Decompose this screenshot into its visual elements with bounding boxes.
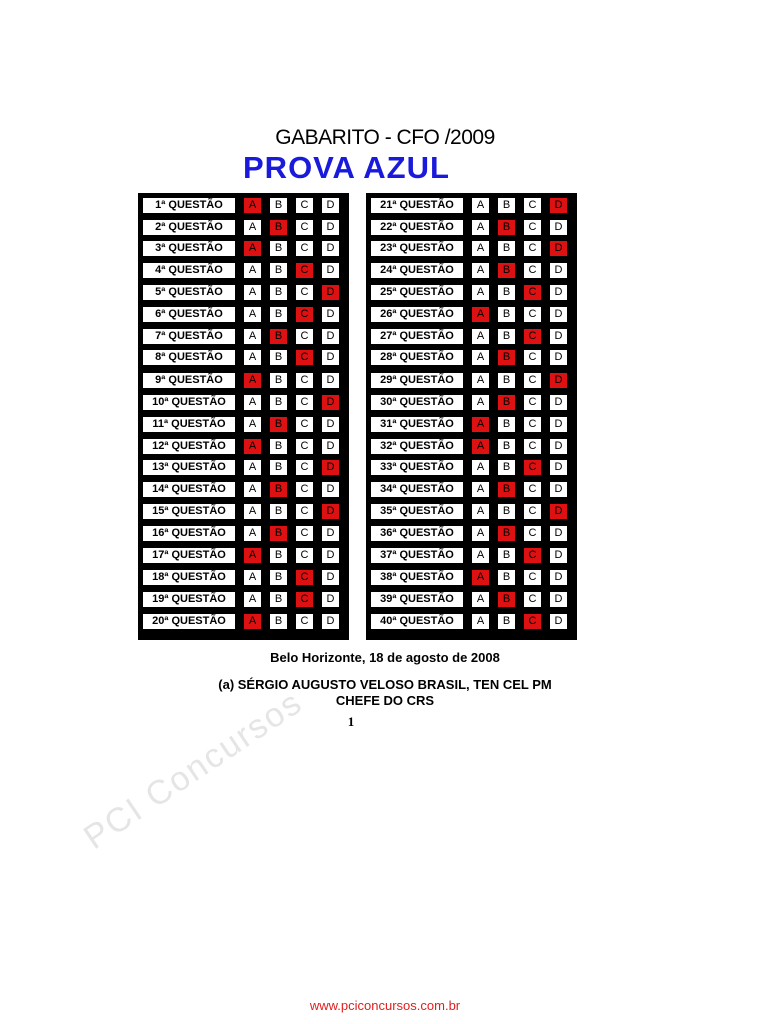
option-a-selected: A: [243, 240, 262, 257]
option-c: C: [295, 547, 314, 564]
question-label: 29ª QUESTÃO: [370, 372, 464, 389]
option-b: B: [269, 591, 288, 608]
option-d: D: [321, 328, 340, 345]
option-a-selected: A: [243, 613, 262, 630]
page-number: 1: [347, 714, 355, 729]
question-label: 8ª QUESTÃO: [142, 349, 236, 366]
question-label: 30ª QUESTÃO: [370, 394, 464, 411]
option-c: C: [295, 459, 314, 476]
option-a: A: [243, 219, 262, 236]
option-a: A: [243, 349, 262, 366]
option-b-selected: B: [269, 525, 288, 542]
question-row: [370, 262, 568, 279]
option-d: D: [321, 481, 340, 498]
question-label: 28ª QUESTÃO: [370, 349, 464, 366]
option-b: B: [497, 459, 516, 476]
option-d: D: [321, 569, 340, 586]
option-c: C: [523, 591, 542, 608]
option-b: B: [497, 438, 516, 455]
option-a-selected: A: [471, 569, 490, 586]
option-d: D: [549, 306, 568, 323]
option-a: A: [471, 459, 490, 476]
question-label: 7ª QUESTÃO: [142, 328, 236, 345]
option-c: C: [295, 416, 314, 433]
option-a-selected: A: [243, 372, 262, 389]
question-label: 15ª QUESTÃO: [142, 503, 236, 520]
option-b: B: [269, 438, 288, 455]
option-b: B: [497, 503, 516, 520]
question-row: [142, 349, 340, 366]
option-d: D: [321, 306, 340, 323]
option-d: D: [549, 569, 568, 586]
answer-column-right: [366, 193, 577, 640]
option-d: D: [549, 284, 568, 301]
option-d: D: [549, 416, 568, 433]
question-row: [370, 306, 568, 323]
option-a: A: [471, 197, 490, 214]
option-d: D: [549, 525, 568, 542]
option-d-selected: D: [549, 503, 568, 520]
option-b: B: [269, 394, 288, 411]
option-b: B: [497, 284, 516, 301]
question-row: [142, 591, 340, 608]
question-row: [142, 613, 340, 630]
question-label: 38ª QUESTÃO: [370, 569, 464, 586]
option-d-selected: D: [549, 240, 568, 257]
question-label: 37ª QUESTÃO: [370, 547, 464, 564]
option-b-selected: B: [497, 394, 516, 411]
option-a: A: [471, 547, 490, 564]
option-c: C: [295, 328, 314, 345]
option-a: A: [471, 503, 490, 520]
option-a: A: [471, 284, 490, 301]
option-c-selected: C: [523, 328, 542, 345]
question-label: 18ª QUESTÃO: [142, 569, 236, 586]
option-a: A: [243, 481, 262, 498]
option-b-selected: B: [497, 219, 516, 236]
option-d: D: [321, 349, 340, 366]
question-label: 35ª QUESTÃO: [370, 503, 464, 520]
question-label: 23ª QUESTÃO: [370, 240, 464, 257]
question-row: [370, 394, 568, 411]
question-row: [142, 481, 340, 498]
question-row: [370, 569, 568, 586]
option-a: A: [243, 394, 262, 411]
option-b-selected: B: [497, 525, 516, 542]
question-label: 34ª QUESTÃO: [370, 481, 464, 498]
option-b-selected: B: [497, 349, 516, 366]
option-c-selected: C: [295, 591, 314, 608]
option-d: D: [549, 481, 568, 498]
option-c-selected: C: [295, 569, 314, 586]
option-b: B: [497, 197, 516, 214]
option-a: A: [471, 525, 490, 542]
option-c-selected: C: [295, 349, 314, 366]
option-b: B: [269, 459, 288, 476]
option-a: A: [471, 591, 490, 608]
option-c: C: [523, 569, 542, 586]
question-label: 25ª QUESTÃO: [370, 284, 464, 301]
option-d: D: [321, 219, 340, 236]
option-d: D: [549, 613, 568, 630]
option-a-selected: A: [243, 547, 262, 564]
question-row: [142, 197, 340, 214]
question-row: [370, 416, 568, 433]
option-a: A: [243, 591, 262, 608]
option-d: D: [549, 262, 568, 279]
question-row: [142, 284, 340, 301]
option-c: C: [295, 394, 314, 411]
question-row: [142, 219, 340, 236]
option-b: B: [269, 613, 288, 630]
question-label: 5ª QUESTÃO: [142, 284, 236, 301]
question-label: 22ª QUESTÃO: [370, 219, 464, 236]
question-row: [370, 438, 568, 455]
question-label: 9ª QUESTÃO: [142, 372, 236, 389]
option-b-selected: B: [269, 219, 288, 236]
option-c: C: [523, 394, 542, 411]
question-row: [142, 306, 340, 323]
option-c-selected: C: [523, 284, 542, 301]
option-a-selected: A: [243, 438, 262, 455]
option-d-selected: D: [321, 503, 340, 520]
option-d: D: [321, 613, 340, 630]
option-d: D: [549, 349, 568, 366]
option-c-selected: C: [523, 547, 542, 564]
option-a: A: [471, 481, 490, 498]
option-d: D: [321, 372, 340, 389]
option-b: B: [497, 328, 516, 345]
question-label: 32ª QUESTÃO: [370, 438, 464, 455]
question-row: [370, 240, 568, 257]
option-a: A: [471, 262, 490, 279]
option-b: B: [497, 240, 516, 257]
option-b-selected: B: [497, 481, 516, 498]
option-d: D: [321, 547, 340, 564]
question-label: 20ª QUESTÃO: [142, 613, 236, 630]
question-label: 24ª QUESTÃO: [370, 262, 464, 279]
question-label: 4ª QUESTÃO: [142, 262, 236, 279]
option-c: C: [523, 240, 542, 257]
question-label: 39ª QUESTÃO: [370, 591, 464, 608]
question-row: [142, 525, 340, 542]
option-c: C: [523, 349, 542, 366]
option-b-selected: B: [497, 591, 516, 608]
option-b: B: [269, 547, 288, 564]
question-row: [370, 525, 568, 542]
option-b: B: [497, 306, 516, 323]
question-label: 2ª QUESTÃO: [142, 219, 236, 236]
option-b-selected: B: [497, 262, 516, 279]
option-b: B: [269, 240, 288, 257]
option-d-selected: D: [321, 284, 340, 301]
footer-link[interactable]: www.pciconcursos.com.br: [309, 998, 461, 1013]
option-a: A: [243, 525, 262, 542]
option-c: C: [295, 240, 314, 257]
question-row: [142, 438, 340, 455]
question-row: [370, 219, 568, 236]
question-row: [370, 349, 568, 366]
question-label: 19ª QUESTÃO: [142, 591, 236, 608]
signature-line-1: (a) SÉRGIO AUGUSTO VELOSO BRASIL, TEN CEL PM: [218, 677, 552, 692]
option-b-selected: B: [269, 328, 288, 345]
option-a: A: [243, 459, 262, 476]
option-c: C: [295, 438, 314, 455]
option-d: D: [549, 438, 568, 455]
question-label: 21ª QUESTÃO: [370, 197, 464, 214]
question-row: [370, 459, 568, 476]
question-label: 31ª QUESTÃO: [370, 416, 464, 433]
option-b: B: [497, 569, 516, 586]
question-row: [370, 547, 568, 564]
option-a: A: [471, 328, 490, 345]
question-row: [142, 503, 340, 520]
question-label: 16ª QUESTÃO: [142, 525, 236, 542]
option-b-selected: B: [269, 416, 288, 433]
option-b-selected: B: [269, 481, 288, 498]
option-b: B: [269, 306, 288, 323]
option-c: C: [295, 481, 314, 498]
option-d-selected: D: [549, 372, 568, 389]
question-label: 13ª QUESTÃO: [142, 459, 236, 476]
option-b: B: [269, 349, 288, 366]
option-d: D: [321, 438, 340, 455]
option-a: A: [243, 328, 262, 345]
option-c: C: [295, 503, 314, 520]
option-a: A: [243, 306, 262, 323]
question-label: 26ª QUESTÃO: [370, 306, 464, 323]
question-row: [370, 328, 568, 345]
option-d-selected: D: [321, 459, 340, 476]
option-d: D: [321, 525, 340, 542]
option-b: B: [497, 416, 516, 433]
option-a: A: [471, 240, 490, 257]
question-label: 17ª QUESTÃO: [142, 547, 236, 564]
option-d: D: [549, 328, 568, 345]
option-b: B: [269, 197, 288, 214]
option-d-selected: D: [549, 197, 568, 214]
question-row: [142, 416, 340, 433]
option-a: A: [243, 262, 262, 279]
option-a: A: [471, 394, 490, 411]
option-c: C: [523, 503, 542, 520]
question-row: [142, 547, 340, 564]
option-d: D: [321, 197, 340, 214]
question-row: [370, 284, 568, 301]
question-label: 36ª QUESTÃO: [370, 525, 464, 542]
option-c: C: [523, 372, 542, 389]
option-c: C: [295, 219, 314, 236]
option-b: B: [269, 372, 288, 389]
question-label: 14ª QUESTÃO: [142, 481, 236, 498]
question-row: [142, 372, 340, 389]
option-b: B: [497, 547, 516, 564]
question-label: 6ª QUESTÃO: [142, 306, 236, 323]
option-c: C: [523, 438, 542, 455]
question-label: 12ª QUESTÃO: [142, 438, 236, 455]
option-a: A: [243, 503, 262, 520]
option-b: B: [269, 569, 288, 586]
option-c: C: [523, 306, 542, 323]
option-c-selected: C: [295, 306, 314, 323]
option-c: C: [523, 416, 542, 433]
option-a: A: [471, 219, 490, 236]
option-c: C: [523, 481, 542, 498]
question-row: [370, 613, 568, 630]
question-row: [370, 481, 568, 498]
question-label: 27ª QUESTÃO: [370, 328, 464, 345]
option-a: A: [243, 416, 262, 433]
question-row: [142, 459, 340, 476]
document-title: PROVA AZUL: [243, 150, 450, 185]
question-label: 1ª QUESTÃO: [142, 197, 236, 214]
option-c: C: [295, 372, 314, 389]
option-d: D: [549, 591, 568, 608]
option-c: C: [523, 262, 542, 279]
option-a: A: [471, 349, 490, 366]
question-row: [370, 372, 568, 389]
option-d: D: [549, 459, 568, 476]
option-b: B: [497, 613, 516, 630]
option-b: B: [269, 262, 288, 279]
signature-line-2: CHEFE DO CRS: [335, 693, 435, 708]
option-a: A: [243, 284, 262, 301]
option-c-selected: C: [295, 262, 314, 279]
option-c: C: [295, 197, 314, 214]
option-c: C: [523, 525, 542, 542]
question-row: [370, 591, 568, 608]
question-label: 40ª QUESTÃO: [370, 613, 464, 630]
option-c-selected: C: [523, 459, 542, 476]
question-label: 11ª QUESTÃO: [142, 416, 236, 433]
question-row: [142, 394, 340, 411]
option-a: A: [471, 613, 490, 630]
document-subtitle: GABARITO - CFO /2009: [275, 126, 495, 149]
option-c: C: [295, 284, 314, 301]
question-row: [142, 240, 340, 257]
option-d: D: [321, 591, 340, 608]
option-d: D: [321, 416, 340, 433]
question-row: [142, 569, 340, 586]
option-a: A: [471, 372, 490, 389]
option-c: C: [295, 613, 314, 630]
question-row: [370, 503, 568, 520]
option-a-selected: A: [471, 438, 490, 455]
option-d: D: [321, 240, 340, 257]
option-d: D: [321, 262, 340, 279]
option-b: B: [269, 503, 288, 520]
option-c: C: [523, 219, 542, 236]
option-c: C: [523, 197, 542, 214]
option-b: B: [497, 372, 516, 389]
option-a-selected: A: [471, 306, 490, 323]
option-c-selected: C: [523, 613, 542, 630]
option-a-selected: A: [471, 416, 490, 433]
option-a: A: [243, 569, 262, 586]
option-d: D: [549, 394, 568, 411]
option-d: D: [549, 219, 568, 236]
option-d: D: [549, 547, 568, 564]
answer-column-left: [138, 193, 349, 640]
question-row: [142, 328, 340, 345]
question-row: [142, 262, 340, 279]
option-d-selected: D: [321, 394, 340, 411]
question-label: 3ª QUESTÃO: [142, 240, 236, 257]
question-label: 33ª QUESTÃO: [370, 459, 464, 476]
option-b: B: [269, 284, 288, 301]
question-label: 10ª QUESTÃO: [142, 394, 236, 411]
option-a-selected: A: [243, 197, 262, 214]
place-date: Belo Horizonte, 18 de agosto de 2008: [270, 650, 500, 665]
watermark-text: PCI Concursos: [77, 682, 310, 857]
option-c: C: [295, 525, 314, 542]
question-row: [370, 197, 568, 214]
